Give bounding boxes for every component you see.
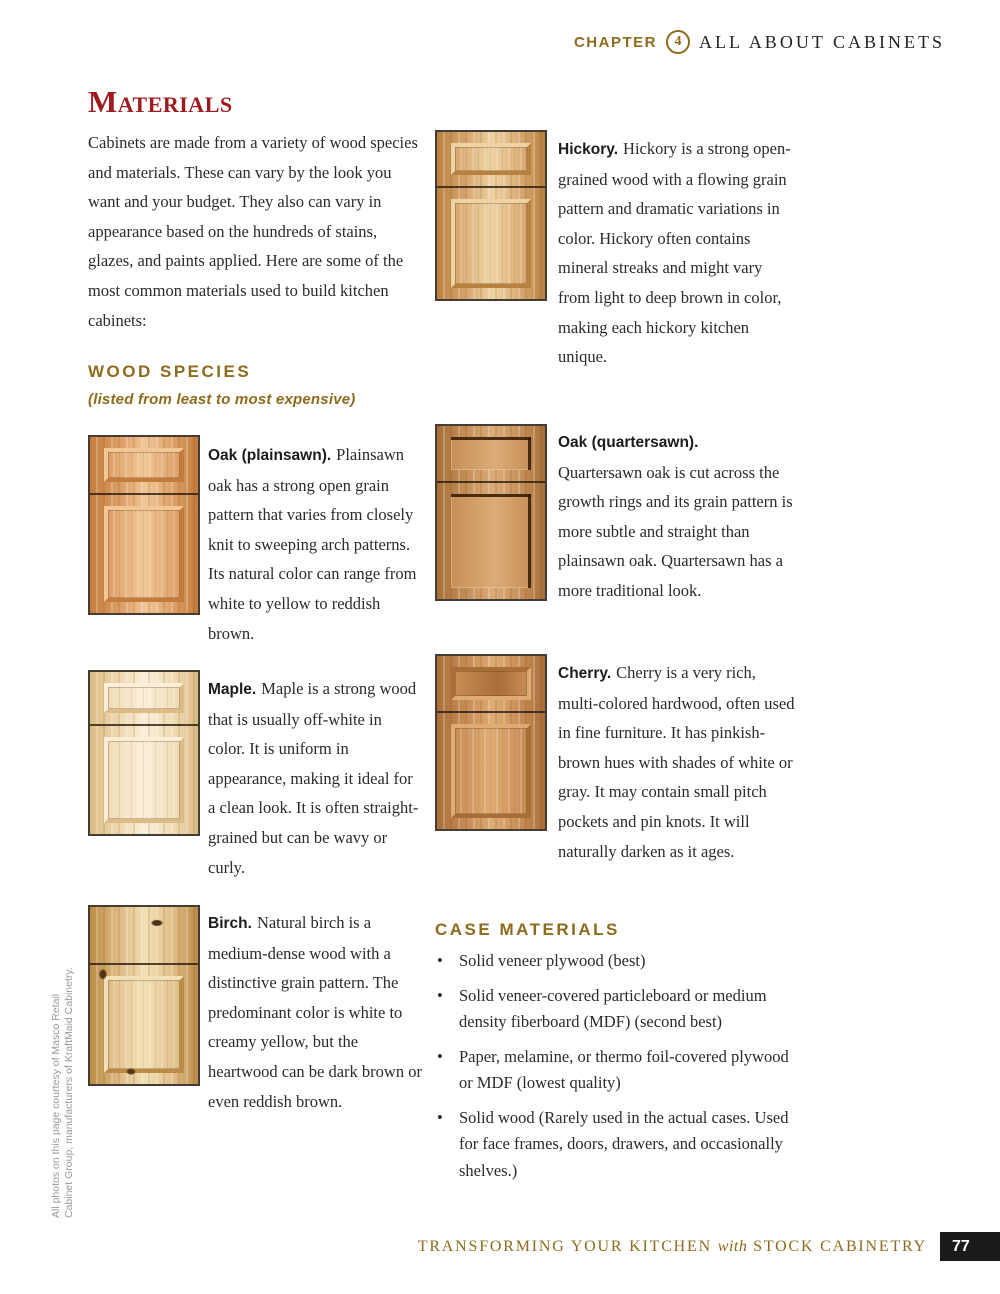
page-footer	[418, 1232, 1000, 1261]
photo-credit: All photos on this page courtesy of Masco Retail Cabinet Group, manufacturers of KraftMaid Cabinetry.	[50, 967, 75, 1218]
page-number: 77	[940, 1232, 1000, 1261]
intro-paragraph: Cabinets are made from a variety of wood species and materials. These can vary by the look you want and your budget. They also can vary in appearance based on the hundreds of stains, glazes, and paints applied. Here are some of the most common materials used to build kitchen cabinets:	[88, 133, 418, 330]
species-description: Plainsawn oak has a strong open grain pattern that varies from closely knit to sweeping arch patterns. Its natural color can range from white to yellow to reddish brown.	[208, 445, 417, 643]
species-block-maple	[208, 674, 422, 882]
species-block-oak-plainsawn	[208, 440, 422, 648]
species-name: Hickory.	[558, 141, 619, 158]
cabinet-photo-cherry	[435, 654, 547, 831]
chapter-label: CHAPTER	[573, 33, 657, 51]
species-block-hickory	[558, 134, 796, 372]
cabinet-drawer	[446, 433, 536, 474]
species-name: Cherry.	[558, 665, 612, 682]
chapter-title: ALL ABOUT CABINETS	[698, 31, 945, 52]
wood-species-subheading: (listed from least to most expensive)	[88, 391, 356, 408]
species-block-birch	[208, 908, 424, 1116]
case-material-item: • Solid veneer-covered particleboard or medium density fiberboard (MDF) (second best)	[435, 983, 797, 1036]
cabinet-drawer	[446, 663, 536, 704]
species-name: Birch.	[208, 915, 252, 932]
wood-species-heading: WOOD SPECIES	[88, 362, 252, 381]
species-description: Natural birch is a medium-dense wood with a distinctive grain pattern. The predominant color is white to creamy yellow, but the heartwood can be dark brown or even reddish brown.	[208, 913, 422, 1111]
case-material-item: • Solid wood (Rarely used in the actual cases. Used for face frames, doors, drawers, and occasionally shelves.)	[435, 1105, 797, 1185]
species-name: Oak (plainsawn).	[208, 447, 332, 464]
cabinet-door	[446, 490, 536, 592]
cabinet-door	[99, 972, 189, 1077]
case-materials-list	[435, 948, 797, 1192]
cabinet-photo-maple	[88, 670, 200, 836]
species-block-oak-quartersawn	[558, 428, 796, 606]
case-material-item: • Solid veneer plywood (best)	[435, 948, 797, 975]
book-title-part2: STOCK CABINETRY	[753, 1237, 927, 1255]
cabinet-door	[446, 720, 536, 822]
species-block-cherry	[558, 658, 796, 866]
cabinet-drawer	[99, 914, 189, 956]
species-description: Cherry is a very rich, multi-colored hardwood, often used in fine furniture. It has pinkish-brown hues with shades of white or gray. It may contain small pitch pockets and pin knots. It will naturally darken as it ages.	[558, 663, 795, 861]
cabinet-drawer	[99, 444, 189, 486]
cabinet-door	[446, 195, 536, 292]
cabinet-photo-oak-plainsawn	[88, 435, 200, 615]
case-materials-heading: CASE MATERIALS	[435, 920, 620, 939]
cabinet-door	[99, 502, 189, 606]
cabinet-drawer	[99, 679, 189, 717]
chapter-header	[574, 30, 945, 54]
cabinet-photo-birch	[88, 905, 200, 1086]
species-description: Maple is a strong wood that is usually off-white in color. It is uniform in appearance, making it ideal for a clean look. It is often straight-grained but can be wavy or curly.	[208, 679, 419, 877]
cabinet-drawer	[446, 139, 536, 179]
page-title: Materials	[88, 84, 233, 119]
chapter-number-badge: 4	[666, 30, 690, 54]
book-title	[418, 1238, 927, 1256]
book-title-with: with	[717, 1237, 748, 1255]
cabinet-photo-hickory	[435, 130, 547, 301]
case-material-item: • Paper, melamine, or thermo foil-covered plywood or MDF (lowest quality)	[435, 1044, 797, 1097]
species-description: Quartersawn oak is cut across the growth rings and its grain pattern is more subtle and straight than plainsawn oak. Quartersawn has a more traditional look.	[558, 462, 793, 600]
book-title-part1: TRANSFORMING YOUR KITCHEN	[417, 1237, 712, 1255]
cabinet-photo-oak-quartersawn	[435, 424, 547, 601]
cabinet-door	[99, 733, 189, 827]
species-name: Oak (quartersawn).	[558, 434, 699, 451]
species-name: Maple.	[208, 681, 257, 698]
species-description: Hickory is a strong open-grained wood with a flowing grain pattern and dramatic variations in color. Hickory often contains mineral streaks and might vary from light to deep brown in color, making each hickory kitchen unique.	[558, 139, 791, 367]
